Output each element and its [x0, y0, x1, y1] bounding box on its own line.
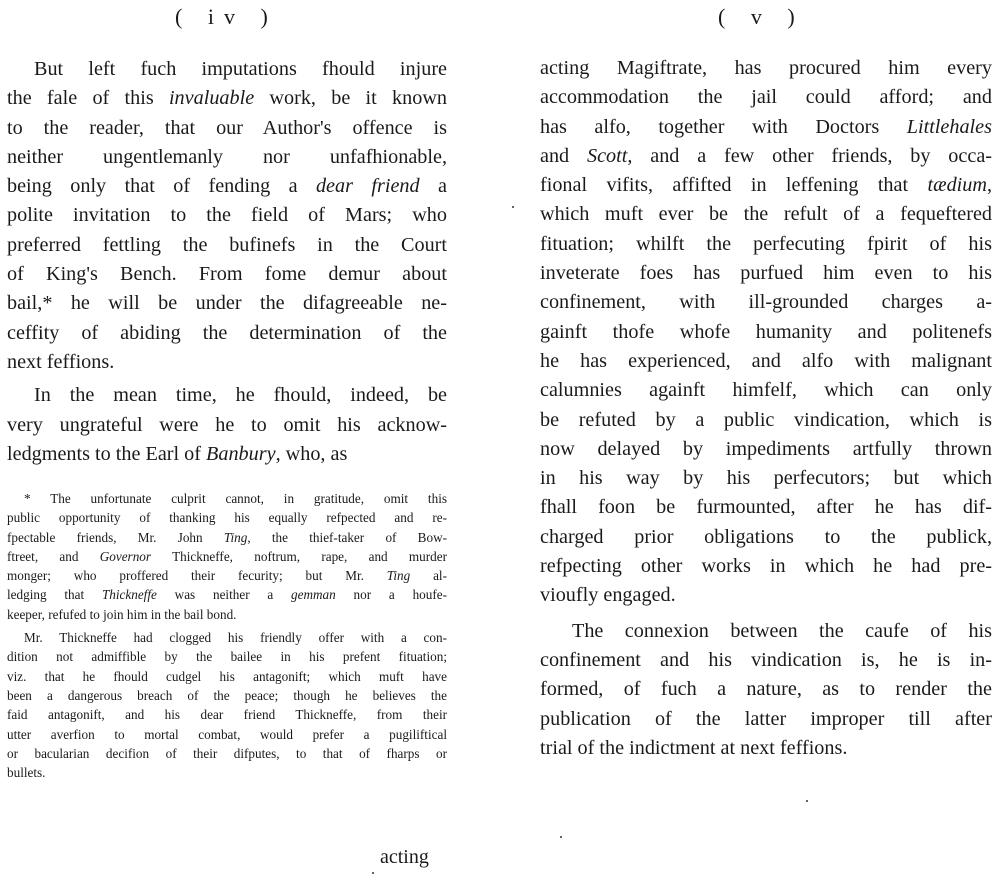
text-line: [7, 114, 447, 143]
text-line: [540, 523, 992, 552]
text-run: Mr. Thickneffe had clogged his friendly offer with a con-: [24, 630, 447, 646]
text-run: trial of the indictment at next feffions.: [540, 736, 848, 759]
text-run: publication of the latter improper till after: [540, 707, 992, 730]
text-line: [540, 288, 992, 317]
text-run: ledgments to the Earl of: [7, 442, 207, 465]
text-run: has alfo, together with Doctors: [540, 115, 907, 138]
text-run: monger; who proffered their fecurity; but Mr.: [7, 568, 387, 584]
footnote-line: [7, 585, 447, 604]
text-line: [7, 55, 447, 84]
text-line: [7, 231, 447, 260]
text-line: [540, 552, 992, 581]
text-line: [540, 171, 992, 200]
footnote-line: [7, 508, 447, 527]
text-run: fituation; whilft the perfecuting fpirit of his: [540, 232, 992, 255]
text-line: [540, 200, 992, 229]
text-line: [540, 493, 992, 522]
text-run: public opportunity of thanking his equally refpected and re-: [7, 510, 447, 526]
text-run: bail,* he will be under the difagreeable ne-: [7, 292, 447, 315]
text-line: [7, 201, 447, 230]
text-line: [540, 617, 992, 646]
text-line: [7, 84, 447, 113]
text-line: [540, 113, 992, 142]
italic-text: invaluable: [168, 87, 255, 110]
footnote-line: [7, 686, 447, 705]
italic-text: tædium: [927, 174, 987, 197]
text-run: neither ungentlemanly nor unfafhionable,: [7, 145, 447, 168]
text-run: refpecting other works in which he had pre-: [540, 555, 992, 578]
text-line: [540, 83, 992, 112]
text-run: fional vifits, affifted in leffening that: [540, 174, 928, 197]
italic-text: Littlehales: [906, 115, 992, 138]
text-run: ceffity of abiding the determination of the: [7, 321, 447, 344]
page-number-left: ( iv ): [175, 4, 278, 29]
text-run: al-: [410, 568, 447, 584]
text-run: to the reader, that our Author's offence is: [7, 116, 447, 139]
text-line: [7, 348, 447, 377]
text-line: [540, 142, 992, 171]
text-run: fhall foon be furmounted, after he has dif-: [540, 496, 992, 519]
text-run: vioufly engaged.: [540, 584, 676, 607]
text-run: nor a houfe-: [335, 587, 447, 603]
text-run: , the thief-taker of Bow-: [247, 529, 447, 545]
text-run: * The unfortunate culprit cannot, in gratitude, omit this: [24, 491, 447, 506]
text-run: In the mean time, he fhould, indeed, be: [34, 384, 447, 407]
text-run: bullets.: [7, 765, 46, 781]
text-run: work, be it known: [254, 87, 447, 110]
footnote: [7, 489, 447, 782]
text-line: [540, 705, 992, 734]
text-run: , and a few other friends, by occa-: [627, 144, 992, 167]
text-run: in his way by his perfecutors; but which: [540, 467, 992, 490]
text-run: now delayed by impediments artfully thrown: [540, 437, 992, 460]
text-run: preferred fettling the bufinefs in the Court: [7, 233, 447, 256]
italic-text: gemman: [291, 587, 336, 603]
text-line: [540, 464, 992, 493]
text-line: [7, 289, 447, 318]
footnote-line: [7, 628, 447, 647]
text-run: ledging that: [7, 587, 102, 603]
italic-text: dear friend: [315, 175, 420, 198]
text-run: or bacularian decifion of their difputes, to that of fharps or: [7, 745, 447, 761]
footnote-line: [7, 763, 447, 782]
right-body: [540, 54, 992, 763]
text-run: confinement and his vindication is, he is in-: [540, 648, 992, 671]
text-run: next feffions.: [7, 350, 115, 373]
footnote-line: [7, 667, 447, 686]
text-line: [540, 54, 992, 83]
text-line: [7, 411, 447, 440]
text-run: The connexion between the caufe of his: [572, 619, 992, 642]
text-run: viz. that he fhould cudgel his antagonift; which muft have: [7, 668, 447, 684]
footnote-line: [7, 566, 447, 585]
text-line: [7, 260, 447, 289]
text-run: acting Magiftrate, has procured him every: [540, 57, 992, 79]
text-run: accommodation the jail could afford; and: [540, 86, 992, 109]
text-line: [540, 581, 992, 610]
page-number-right: ( v ): [718, 4, 805, 29]
text-line: [540, 406, 992, 435]
text-line: [7, 143, 447, 172]
text-run: he has experienced, and alfo with malignant: [540, 349, 992, 372]
right-page: [500, 0, 1000, 878]
text-line: [540, 376, 992, 405]
footnote-line: [7, 489, 447, 508]
text-run: of King's Bench. From fome demur about: [7, 263, 447, 286]
text-run: dition not admiffible by the bailee in his prefent fituation;: [7, 649, 447, 665]
text-run: confinement, with ill-grounded charges a-: [540, 291, 992, 314]
text-run: ,: [986, 174, 992, 197]
text-run: very ungrateful were he to omit his acknow-: [7, 413, 447, 436]
text-line: [7, 172, 447, 201]
footnote-line: [7, 547, 447, 566]
footnote-line: [7, 605, 447, 624]
text-run: which muft ever be the refult of a fequeftered: [540, 203, 992, 226]
text-line: [540, 675, 992, 704]
text-run: being only that of fending a: [7, 175, 316, 198]
text-run: was neither a: [156, 587, 292, 603]
text-line: [540, 646, 992, 675]
text-run: , who, as: [275, 442, 348, 465]
italic-text: Ting: [386, 568, 411, 584]
text-run: But left fuch imputations fhould injure: [34, 58, 447, 80]
text-run: keeper, refufed to join him in the bail bond.: [7, 606, 237, 622]
text-run: the fale of this: [7, 87, 169, 110]
text-run: a: [419, 175, 447, 198]
text-run: polite invitation to the field of Mars; who: [7, 204, 447, 227]
text-run: inveterate foes has purfued him even to his: [540, 262, 992, 285]
left-body: [7, 55, 447, 469]
text-run: and: [540, 144, 587, 167]
text-run: gainft thofe whofe humanity and politenefs: [540, 320, 992, 343]
text-line: [7, 381, 447, 410]
footnote-line: [7, 725, 447, 744]
italic-text: Governor: [99, 548, 152, 564]
text-line: [540, 435, 992, 464]
text-line: [540, 318, 992, 347]
text-line: [7, 319, 447, 348]
text-run: calumnies againft himfelf, which can only: [540, 379, 992, 402]
footnote-line: [7, 528, 447, 547]
text-run: utter averfion to mortal combat, would prefer a pugiliftical: [7, 726, 447, 742]
catchword: acting: [380, 846, 429, 868]
footnote-line: [7, 705, 447, 724]
text-run: charged prior obligations to the publick,: [540, 525, 992, 548]
text-run: be refuted by a public vindication, which is: [540, 408, 992, 431]
text-line: [7, 440, 447, 469]
italic-text: Banbury: [206, 442, 276, 465]
text-run: been a dangerous breach of the peace; though he believes the: [7, 687, 447, 703]
text-run: ftreet, and: [7, 548, 100, 564]
italic-text: Scott: [586, 144, 628, 167]
text-line: [540, 734, 992, 763]
italic-text: Ting: [223, 529, 248, 545]
italic-text: Thickneffe: [101, 587, 157, 603]
footnote-line: [7, 744, 447, 763]
text-line: [540, 347, 992, 376]
text-run: fpectable friends, Mr. John: [7, 529, 224, 545]
footnote-line: [7, 647, 447, 666]
text-run: formed, of fuch a nature, as to render the: [540, 678, 992, 701]
text-run: Thickneffe, noftrum, rape, and murder: [151, 548, 448, 564]
text-run: faid antagonift, and his dear friend Thickneffe, from their: [7, 707, 447, 723]
text-line: [540, 259, 992, 288]
text-line: [540, 230, 992, 259]
